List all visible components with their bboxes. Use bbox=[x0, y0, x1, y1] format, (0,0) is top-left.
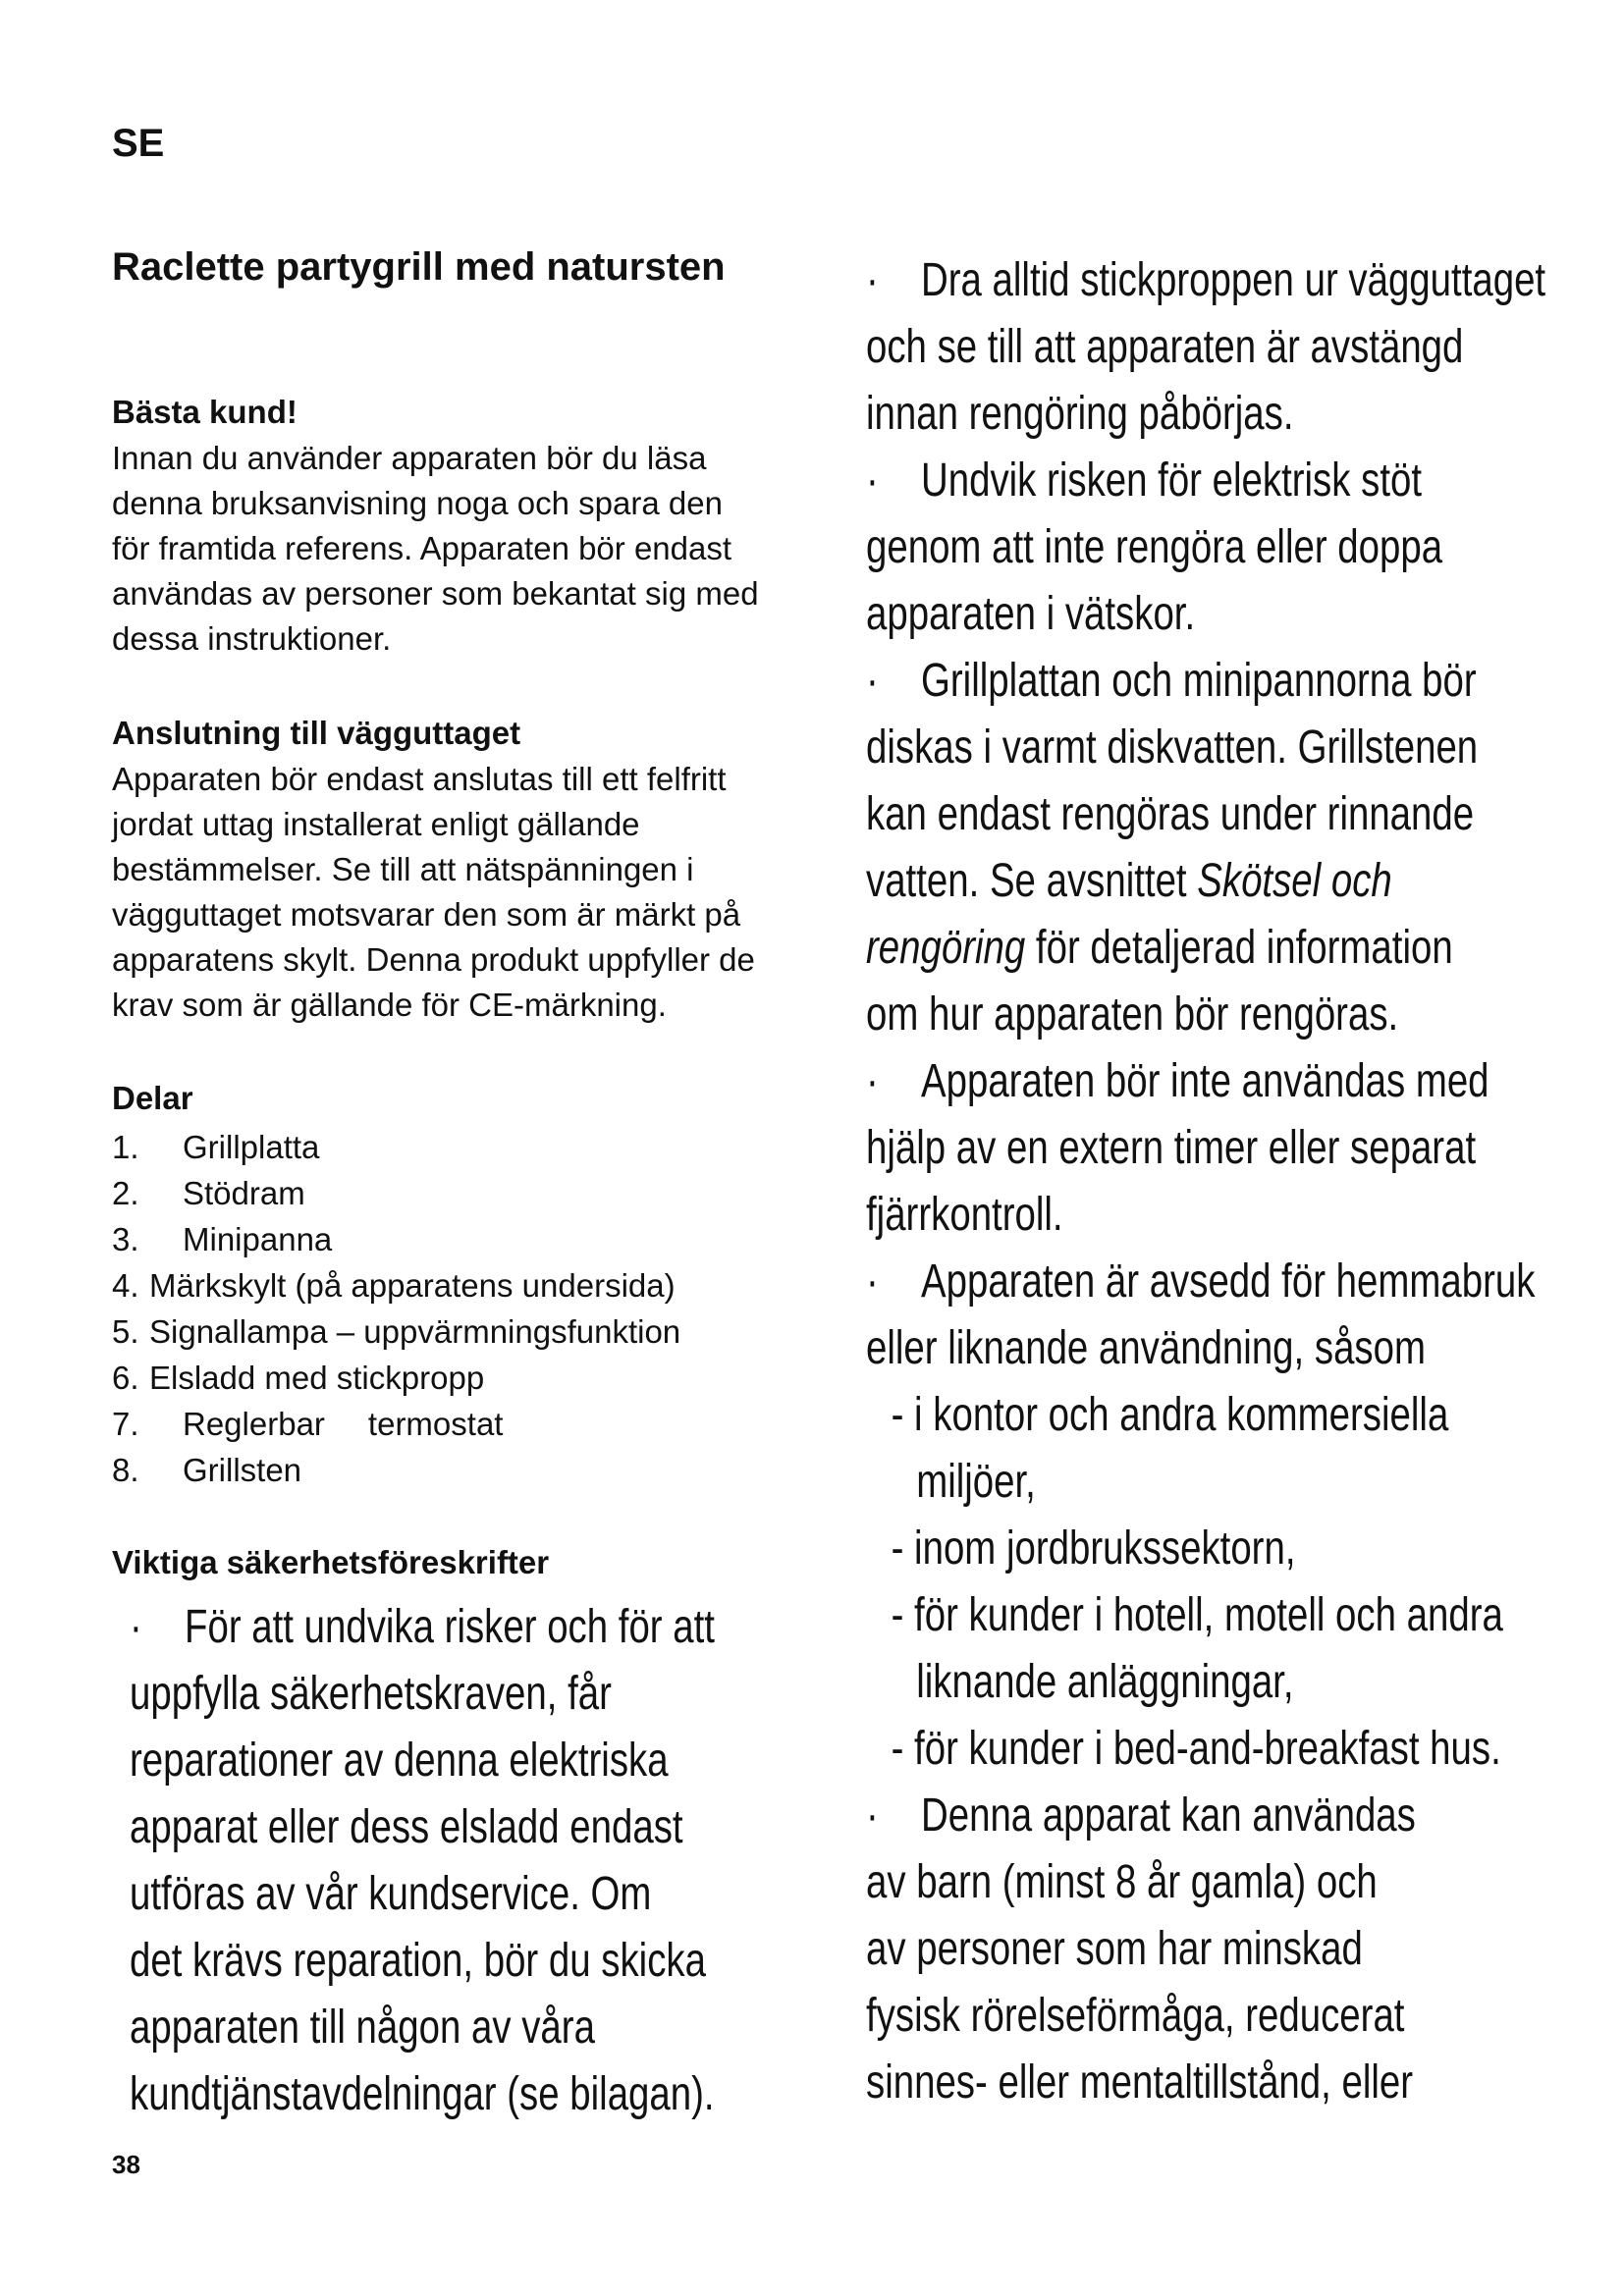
bullet-dot-icon: · bbox=[866, 1055, 879, 1107]
list-item bbox=[112, 1262, 680, 1308]
greeting-line: Innan du använder apparaten bör du läsa bbox=[112, 440, 707, 476]
bullet-text: av personer som har minskad bbox=[866, 1923, 1363, 1975]
greeting-line: dessa instruktioner. bbox=[112, 620, 392, 657]
greeting-line: denna bruksanvisning noga och spara den bbox=[112, 485, 723, 521]
bullet-dot-icon: · bbox=[130, 1601, 142, 1653]
bullet-text: apparat eller dess elsladd endast bbox=[130, 1801, 683, 1853]
sub-item: - för kunder i bed-and-breakfast hus. bbox=[891, 1723, 1501, 1775]
bullet-text: utföras av vår kundservice. Om bbox=[130, 1868, 652, 1920]
item-label: Märkskylt (på apparatens undersida) bbox=[149, 1267, 676, 1304]
bullet-text: innan rengöring påbörjas. bbox=[866, 388, 1294, 440]
item-label: Grillsten bbox=[183, 1452, 302, 1488]
bullet-text: För att undvika risker och för att bbox=[185, 1601, 715, 1653]
item-number: 8. bbox=[112, 1452, 139, 1488]
bullet-text: av barn (minst 8 år gamla) och bbox=[866, 1856, 1378, 1908]
bullet-text: vatten. Se avsnittet bbox=[866, 855, 1198, 907]
list-item bbox=[112, 1216, 680, 1262]
section-reference: rengöring bbox=[866, 922, 1026, 974]
greeting-line: användas av personer som bekantat sig med bbox=[112, 575, 759, 612]
sub-item-cont: miljöer, bbox=[916, 1456, 1036, 1508]
greeting-heading: Bästa kund! bbox=[112, 394, 298, 430]
list-item bbox=[112, 1170, 680, 1216]
greeting-line: för framtida referens. Apparaten bör endast bbox=[112, 530, 732, 566]
bullet-text: Apparaten är avsedd för hemmabruk bbox=[921, 1255, 1536, 1308]
connection-line: Apparaten bör endast anslutas till ett felfritt bbox=[112, 761, 727, 797]
item-label-extra: termostat bbox=[367, 1406, 504, 1442]
bullet-text: kan endast rengöras under rinnande bbox=[866, 788, 1475, 840]
bullet-text: uppfylla säkerhetskraven, får bbox=[130, 1668, 612, 1720]
bullet-text: fysisk rörelseförmåga, reducerat bbox=[866, 1990, 1405, 2042]
bullet-text: kundtjänstavdelningar (se bilagan). bbox=[130, 2068, 715, 2120]
bullet-text: diskas i varmt diskvatten. Grillstenen bbox=[866, 721, 1479, 774]
bullet-text: Denna apparat kan användas bbox=[921, 1789, 1416, 1842]
safety-heading: Viktiga säkerhetsföreskrifter bbox=[112, 1544, 550, 1580]
language-code: SE bbox=[112, 122, 165, 165]
item-label: Stödram bbox=[183, 1175, 305, 1211]
connection-heading: Anslutning till vägguttaget bbox=[112, 715, 521, 751]
connection-paragraph bbox=[112, 757, 819, 1028]
item-label: Reglerbar bbox=[183, 1406, 325, 1442]
bullet-dot-icon: · bbox=[866, 254, 879, 306]
bullet-text: apparaten i vätskor. bbox=[866, 588, 1196, 640]
bullet-text: sinnes- eller mentaltillstånd, eller bbox=[866, 2056, 1414, 2109]
sub-item: - för kunder i hotell, motell och andra bbox=[891, 1589, 1503, 1641]
item-number: 3. bbox=[112, 1221, 139, 1257]
bullet-text: Grillplattan och minipannorna bör bbox=[921, 655, 1477, 707]
connection-line: krav som är gällande för CE-märkning. bbox=[112, 987, 667, 1023]
bullet-text: Dra alltid stickproppen ur vägguttaget bbox=[921, 254, 1546, 306]
item-label: Grillplatta bbox=[183, 1129, 320, 1165]
safety-bullet-repairs bbox=[130, 1594, 715, 2128]
bullet-text: eller liknande användning, såsom bbox=[866, 1322, 1426, 1374]
sub-item: - inom jordbrukssektorn, bbox=[891, 1522, 1296, 1575]
bullet-text: Apparaten bör inte användas med bbox=[921, 1055, 1489, 1107]
bullet-dot-icon: · bbox=[866, 1789, 879, 1842]
list-item bbox=[112, 1401, 680, 1447]
page-title: Raclette partygrill med natursten bbox=[112, 245, 726, 289]
bullet-text: Undvik risken för elektrisk stöt bbox=[921, 454, 1423, 507]
bullet-text: hjälp av en extern timer eller separat bbox=[866, 1122, 1477, 1174]
item-number: 6. bbox=[112, 1360, 139, 1396]
greeting-paragraph bbox=[112, 436, 799, 662]
sub-item: - i kontor och andra kommersiella bbox=[891, 1389, 1449, 1441]
connection-line: apparatens skylt. Denna produkt uppfyller de bbox=[112, 941, 755, 978]
bullet-text: för detaljerad information bbox=[1025, 922, 1453, 974]
bullet-text: reparationer av denna elektriska bbox=[130, 1735, 669, 1787]
list-item bbox=[112, 1355, 680, 1401]
bullet-text: fjärrkontroll. bbox=[866, 1189, 1063, 1241]
item-number: 4. bbox=[112, 1267, 139, 1304]
section-reference: Skötsel och bbox=[1197, 855, 1392, 907]
bullet-text: om hur apparaten bör rengöras. bbox=[866, 988, 1399, 1041]
sub-item-cont: liknande anläggningar, bbox=[916, 1656, 1294, 1708]
bullet-text: genom att inte rengöra eller doppa bbox=[866, 521, 1443, 573]
page-number: 38 bbox=[112, 2150, 140, 2179]
bullet-text: och se till att apparaten är avstängd bbox=[866, 321, 1464, 373]
list-item bbox=[112, 1447, 680, 1493]
connection-line: jordat uttag installerat enligt gällande bbox=[112, 806, 640, 842]
parts-list bbox=[112, 1124, 680, 1493]
list-item bbox=[112, 1124, 680, 1170]
item-number: 1. bbox=[112, 1129, 139, 1165]
connection-line: bestämmelser. Se till att nätspänningen i bbox=[112, 851, 694, 887]
item-label: Signallampa – uppvärmningsfunktion bbox=[149, 1313, 681, 1350]
safety-right-column bbox=[866, 247, 1545, 2116]
bullet-dot-icon: · bbox=[866, 655, 879, 707]
item-number: 5. bbox=[112, 1313, 139, 1350]
parts-heading: Delar bbox=[112, 1080, 193, 1116]
item-label: Elsladd med stickpropp bbox=[149, 1360, 485, 1396]
list-item bbox=[112, 1308, 680, 1355]
bullet-dot-icon: · bbox=[866, 454, 879, 507]
item-number: 2. bbox=[112, 1175, 139, 1211]
connection-line: vägguttaget motsvarar den som är märkt på bbox=[112, 896, 741, 933]
item-number: 7. bbox=[112, 1406, 139, 1442]
bullet-text: apparaten till någon av våra bbox=[130, 2002, 595, 2054]
bullet-dot-icon: · bbox=[866, 1255, 879, 1308]
item-label: Minipanna bbox=[183, 1221, 333, 1257]
bullet-text: det krävs reparation, bör du skicka bbox=[130, 1935, 706, 1987]
